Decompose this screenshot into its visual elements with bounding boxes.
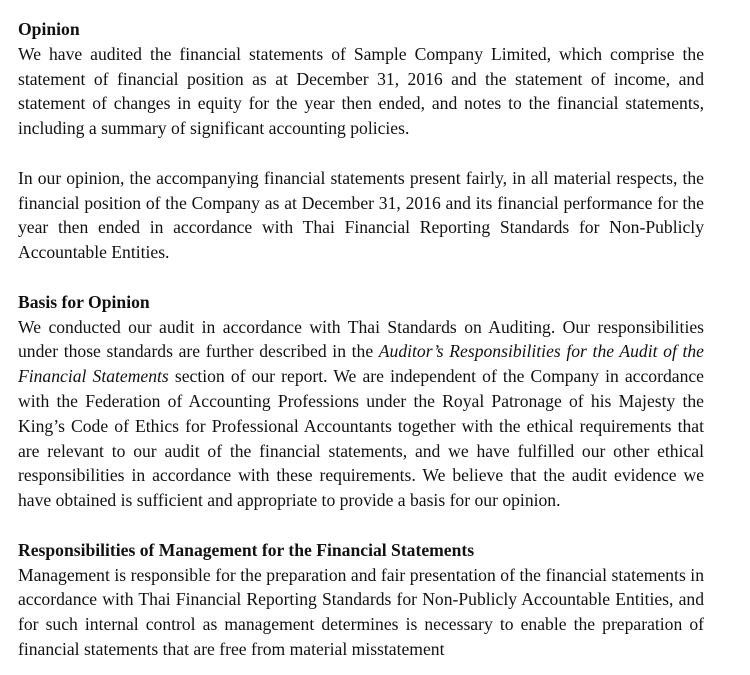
auditor-responsibilities-reference: Auditor’s Responsibilities for the Audit of the Financial Statements <box>18 341 704 387</box>
management-responsibilities-paragraph: Management is responsible for the preparation and fair presentation of the financial statements in accordance with Thai Financial Reporting Standards for Non-Publicly Accountable Entities, and for such internal control as management determines is necessary to enable the preparation of financial statements that are free from material misstatement <box>18 564 704 659</box>
opinion-statement-paragraph: In our opinion, the accompanying financial statements present fairly, in all material respects, the financial position of the Company as at December 31, 2016 and its financial performance for the year then ended in accordance with Thai Financial Reporting Standards for Non-Publicly Accountable Entities. <box>18 167 704 263</box>
paragraph-spacer <box>18 513 704 538</box>
management-responsibilities-heading: Responsibilities of Management for the Financial Statements <box>18 539 475 560</box>
paragraph-spacer <box>18 265 704 290</box>
audit-report-document <box>18 17 704 662</box>
basis-text-end: section of our report. We are independent of the Company in accordance with the Federation of Accounting Professions under the Royal Patronage of his Majesty the King’s Code of Ethics for Professional Accountants together with the ethical requirements that are relevant to our audit of the financial statements, and we have fulfilled our other ethical responsibilities in accordance with these requirements. We believe that the audit evidence we have obtained is sufficient and appropriate to provide a basis for our opinion. <box>18 366 704 511</box>
basis-text-start: We conducted our audit in accordance with Thai Standards on Auditing. Our responsibilities under those standards are further described in the <box>18 316 704 362</box>
basis-for-opinion-heading: Basis for Opinion <box>18 291 150 312</box>
basis-for-opinion-paragraph <box>18 315 704 513</box>
opinion-heading: Opinion <box>18 19 80 39</box>
opinion-paragraph: We have audited the financial statements of Sample Company Limited, which comprise the statement of financial position as at December 31, 2016 and the statement of income, and statement of changes in equity for the year then ended, and notes to the financial statements, including a summary of significant accounting policies. <box>18 43 704 139</box>
paragraph-spacer <box>18 141 704 166</box>
